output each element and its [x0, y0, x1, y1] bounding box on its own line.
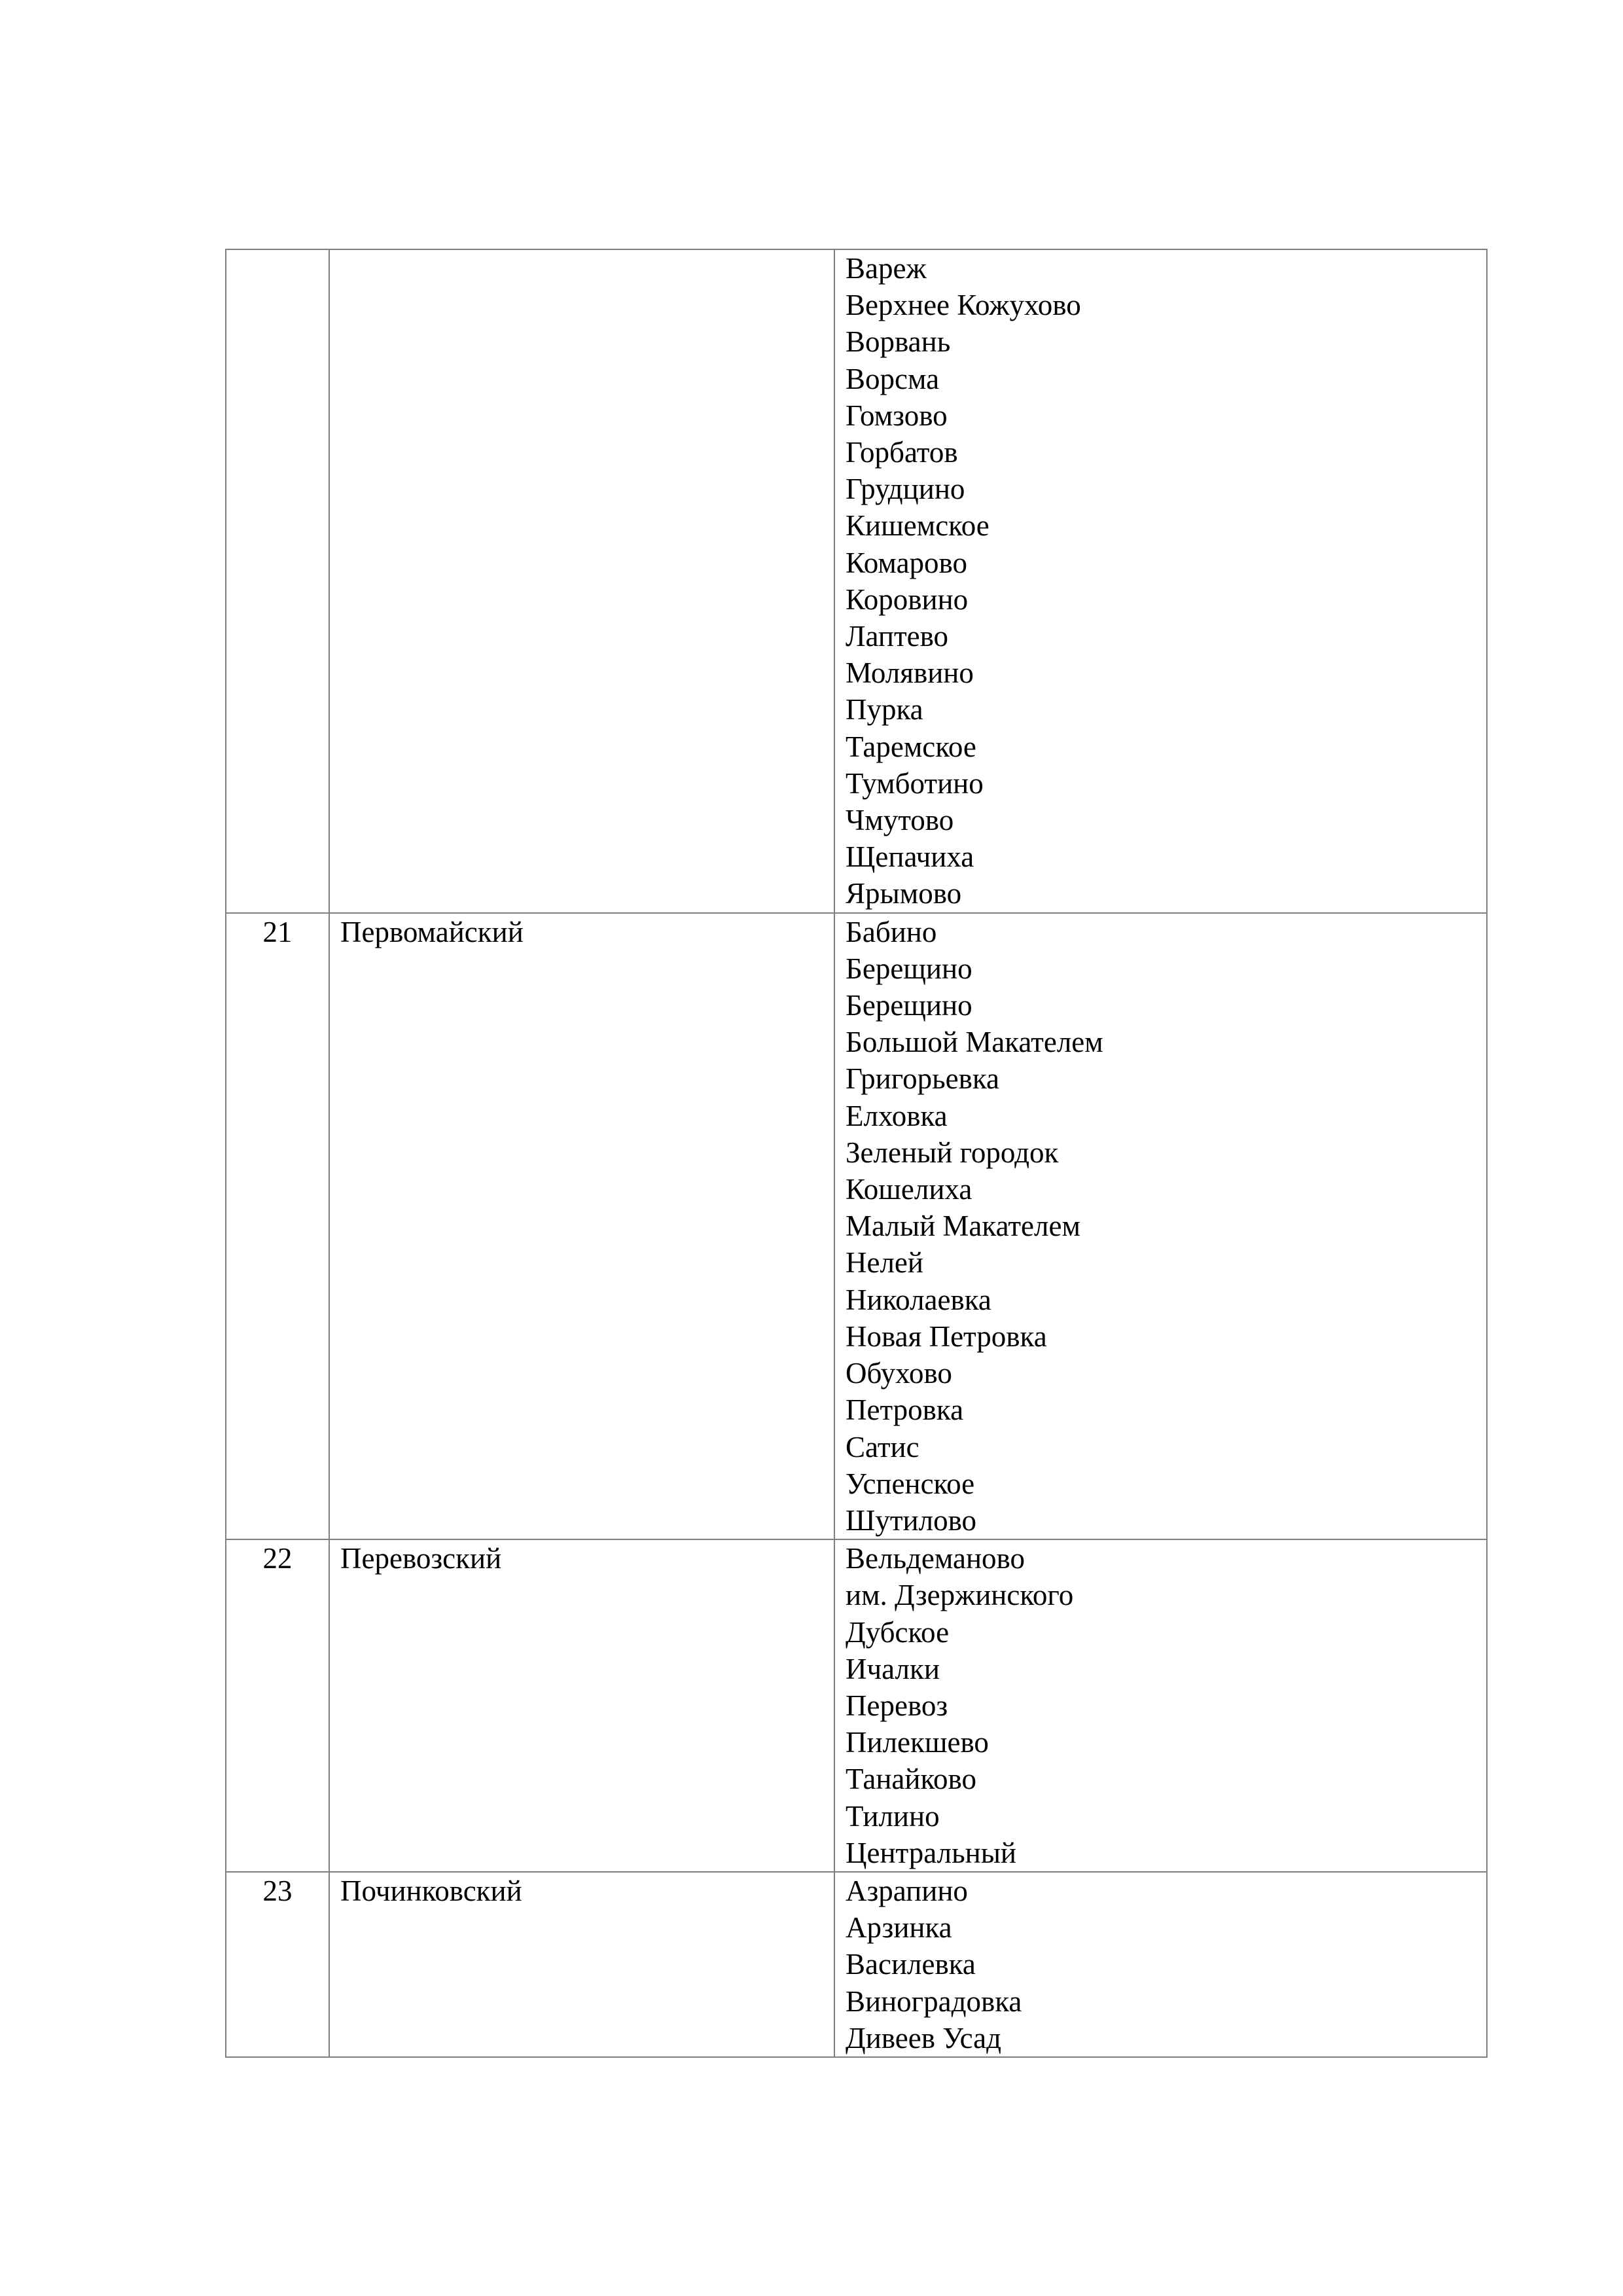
settlement-name: Чмутово — [846, 804, 954, 837]
settlement-list — [834, 1872, 1487, 2057]
table-row — [226, 1872, 1487, 2057]
settlement-name: Виноградовка — [846, 1984, 1022, 2018]
settlement-name: Большой Макателем — [846, 1026, 1103, 1059]
settlement-name: Горбатов — [846, 436, 958, 469]
settlement-name: Малый Макателем — [846, 1210, 1080, 1243]
settlement-name: Коровино — [846, 583, 969, 616]
settlement-name: Успенское — [846, 1467, 975, 1500]
settlement-name: Молявино — [846, 656, 974, 690]
settlement-name: Таремское — [846, 730, 976, 763]
settlement-name: Вельдеманово — [846, 1542, 1025, 1575]
settlement-name: Кошелиха — [846, 1173, 972, 1206]
table-row — [226, 913, 1487, 1539]
settlement-name: Ярымово — [846, 877, 962, 910]
settlement-name: Дивеев Усад — [846, 2021, 1002, 2054]
settlement-name: Елховка — [846, 1099, 948, 1132]
settlement-name: Центральный — [846, 1836, 1017, 1869]
settlement-name: Кишемское — [846, 509, 990, 543]
settlement-name: Новая Петровка — [846, 1319, 1047, 1353]
settlement-name: Верхнее Кожухово — [846, 289, 1081, 322]
settlement-name: Перевоз — [846, 1689, 948, 1722]
settlement-name: Григорьевка — [846, 1062, 999, 1096]
settlement-name: Гомзово — [846, 399, 948, 432]
row-number: 21 — [226, 913, 329, 1539]
table-row — [226, 1539, 1487, 1872]
settlement-name: Петровка — [846, 1393, 964, 1427]
settlement-name: Грудцино — [846, 473, 965, 506]
settlement-name: Щепачиха — [846, 840, 974, 874]
settlement-name: Вареж — [846, 252, 927, 285]
row-number: 23 — [226, 1872, 329, 2057]
settlement-name: Тумботино — [846, 766, 984, 800]
table-body — [226, 249, 1487, 2057]
settlement-name: Обухово — [846, 1357, 952, 1390]
row-number — [226, 249, 329, 913]
settlement-name: Ворсма — [846, 362, 940, 395]
settlement-name: Арзинка — [846, 1911, 952, 1945]
settlement-name: Лаптево — [846, 620, 949, 653]
settlement-name: Пурка — [846, 693, 923, 726]
settlement-name: Ворвань — [846, 325, 951, 359]
table-row — [226, 249, 1487, 913]
settlements-table — [225, 249, 1488, 2058]
settlement-name: Ичалки — [846, 1652, 940, 1685]
settlement-list — [834, 913, 1487, 1539]
settlement-name: им. Дзержинского — [846, 1579, 1074, 1612]
row-number: 22 — [226, 1539, 329, 1872]
settlement-name: Пилекшево — [846, 1726, 989, 1759]
district-name: Перевозский — [329, 1539, 834, 1872]
district-name: Первомайский — [329, 913, 834, 1539]
settlement-name: Танайково — [846, 1763, 976, 1796]
settlement-name: Нелей — [846, 1246, 923, 1280]
settlement-name: Василевка — [846, 1948, 976, 1981]
settlement-name: Берещино — [846, 952, 972, 985]
settlement-name: Сатис — [846, 1430, 919, 1463]
settlement-name: Берещино — [846, 989, 972, 1022]
settlement-name: Шутилово — [846, 1503, 977, 1537]
settlement-name: Тилино — [846, 1799, 940, 1833]
district-name — [329, 249, 834, 913]
settlement-name: Комарово — [846, 546, 967, 579]
settlement-name: Азрапино — [846, 1874, 968, 1907]
settlement-name: Николаевка — [846, 1283, 991, 1316]
district-name: Починковский — [329, 1872, 834, 2057]
settlement-list — [834, 249, 1487, 913]
settlement-list — [834, 1539, 1487, 1872]
settlement-name: Зеленый городок — [846, 1136, 1059, 1169]
settlement-name: Дубское — [846, 1615, 950, 1649]
settlement-name: Бабино — [846, 915, 937, 948]
